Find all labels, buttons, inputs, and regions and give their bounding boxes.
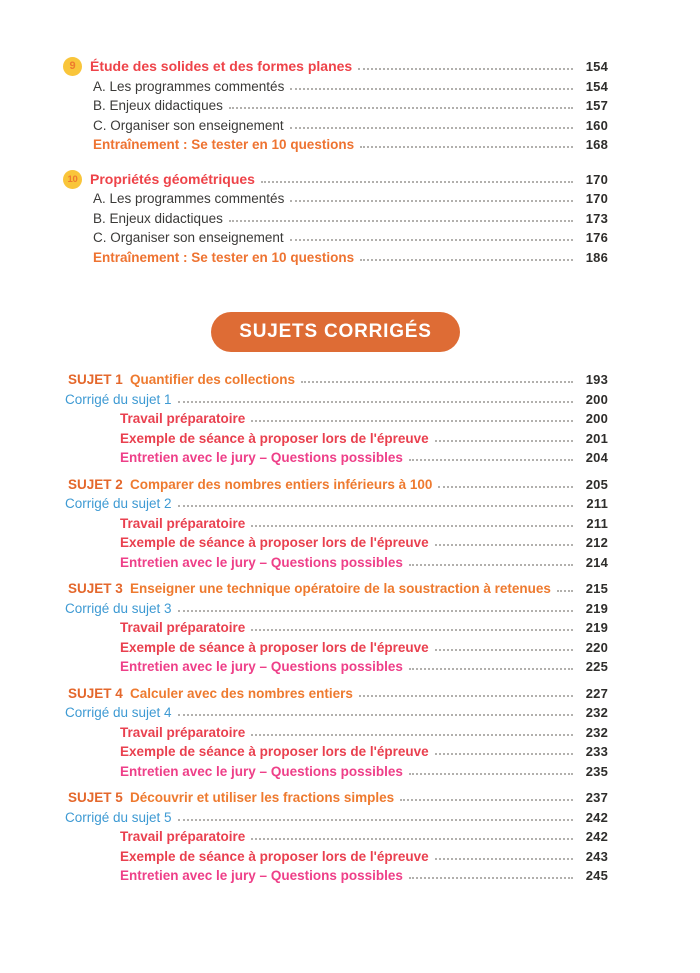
corrige-label: Corrigé du sujet 1 [65, 391, 172, 407]
page-number: 215 [585, 581, 608, 596]
detail-label: Exemple de séance à proposer lors de l'épreuve [120, 639, 429, 655]
dot-leader [251, 734, 573, 736]
subitem-label: B. Enjeux didactiques [93, 98, 223, 113]
toc-row-corrige [63, 808, 608, 828]
toc-row-detail [63, 533, 608, 553]
sujet-label: SUJET 2 [68, 476, 123, 492]
page-number: 204 [585, 450, 608, 465]
detail-label: Exemple de séance à proposer lors de l'épreuve [120, 535, 429, 550]
toc-row-corrige [63, 390, 608, 410]
toc-row-detail [63, 409, 608, 429]
corrige-label: Corrigé du sujet 2 [65, 496, 172, 511]
banner-container [63, 312, 608, 352]
dot-leader [358, 68, 573, 70]
dot-leader [251, 420, 573, 422]
training-label: Entraînement : Se tester en 10 questions [93, 137, 355, 152]
dot-leader [290, 88, 573, 90]
page-number: 232 [585, 705, 608, 720]
sujets-corriges-banner: SUJETS CORRIGÉS [211, 312, 460, 352]
dot-leader [251, 838, 573, 840]
subitem-label: A. Les programmes commentés [93, 191, 285, 206]
detail-label: Entretien avec le jury – Questions possibles [120, 868, 403, 883]
sujet-block-3 [63, 579, 608, 677]
page-number: 214 [585, 554, 608, 570]
page-number: 235 [585, 763, 608, 779]
toc-row-detail [63, 827, 608, 847]
subitem-label: C. Organiser son enseignement [93, 230, 284, 245]
page-number: 220 [585, 639, 608, 655]
dot-leader [435, 753, 573, 755]
toc-row-subitem [63, 189, 608, 209]
sujet-label: SUJET 3 [68, 581, 123, 596]
toc-row-subitem [63, 77, 608, 97]
toc-row-detail [63, 448, 608, 468]
dot-leader [229, 220, 573, 222]
toc-row-detail [63, 762, 608, 782]
page-number: 233 [585, 744, 608, 759]
toc-row-detail [63, 657, 608, 677]
dot-leader [435, 649, 573, 651]
toc-row-detail [63, 742, 608, 762]
chapter-number-badge: 9 [63, 57, 82, 76]
toc-row-training [63, 248, 608, 268]
corrige-label: Corrigé du sujet 4 [65, 705, 172, 720]
dot-leader [435, 544, 573, 546]
dot-leader [360, 146, 573, 148]
dot-leader [290, 127, 573, 129]
page-number: 232 [585, 724, 608, 740]
page-number: 243 [585, 848, 608, 864]
toc-row-corrige [63, 703, 608, 723]
dot-leader [290, 239, 573, 241]
page-number: 245 [585, 868, 608, 883]
dot-leader [229, 107, 573, 109]
toc-row-subitem [63, 96, 608, 116]
detail-label: Travail préparatoire [120, 411, 246, 426]
sujet-title: Découvrir et utiliser les fractions simples [130, 790, 395, 805]
dot-leader [438, 486, 573, 488]
chapter-number-badge: 10 [63, 170, 82, 189]
chapter-title: Propriétés géométriques [90, 170, 255, 187]
chapter-block-10 [63, 170, 608, 268]
dot-leader [435, 440, 573, 442]
sujet-block-1 [63, 370, 608, 468]
toc-row-detail [63, 847, 608, 867]
page-number: 154 [585, 78, 608, 94]
subitem-label: A. Les programmes commentés [93, 78, 285, 94]
corrige-label: Corrigé du sujet 5 [65, 809, 172, 825]
corrige-label: Corrigé du sujet 3 [65, 600, 172, 616]
chapter-title: Étude des solides et des formes planes [90, 58, 353, 74]
toc-row-sujet [63, 475, 608, 495]
detail-label: Travail préparatoire [120, 515, 246, 531]
detail-label: Exemple de séance à proposer lors de l'épreuve [120, 848, 429, 864]
subitem-label: C. Organiser son enseignement [93, 117, 284, 133]
dot-leader [557, 590, 573, 592]
detail-label: Exemple de séance à proposer lors de l'épreuve [120, 430, 429, 446]
dot-leader [409, 773, 573, 775]
page-number: 170 [585, 191, 608, 206]
dot-leader [251, 525, 573, 527]
page-number: 211 [586, 515, 608, 531]
dot-leader [178, 610, 573, 612]
toc-row-detail [63, 866, 608, 886]
toc-row-detail [63, 553, 608, 573]
page-number: 227 [585, 685, 608, 701]
dot-leader [435, 858, 573, 860]
toc-row-subitem [63, 116, 608, 136]
page-number: 170 [585, 171, 608, 187]
detail-label: Entretien avec le jury – Questions possibles [120, 554, 403, 570]
page-number: 242 [585, 829, 608, 844]
dot-leader [409, 668, 573, 670]
dot-leader [178, 401, 573, 403]
toc-row-chapter [63, 57, 608, 77]
toc-row-sujet [63, 579, 608, 599]
sujet-block-2 [63, 475, 608, 573]
dot-leader [301, 381, 573, 383]
page-number: 157 [585, 98, 608, 113]
toc-row-sujet [63, 684, 608, 704]
toc-content [63, 57, 608, 886]
sujet-label: SUJET 5 [68, 790, 123, 805]
page-number: 237 [585, 790, 608, 805]
sujet-label: SUJET 4 [68, 685, 123, 701]
toc-row-subitem [63, 228, 608, 248]
page-number: 225 [585, 659, 608, 674]
page-number: 168 [585, 137, 608, 152]
dot-leader [251, 629, 573, 631]
page-number: 205 [585, 476, 608, 492]
toc-row-detail [63, 638, 608, 658]
dot-leader [178, 714, 573, 716]
page-number: 219 [585, 620, 608, 635]
detail-label: Entretien avec le jury – Questions possibles [120, 450, 403, 465]
toc-row-detail [63, 429, 608, 449]
page-number: 176 [585, 230, 608, 245]
toc-row-detail [63, 723, 608, 743]
sujet-title: Comparer des nombres entiers inférieurs à 100 [130, 476, 433, 492]
page-number: 212 [585, 535, 608, 550]
page-number: 173 [585, 210, 608, 226]
dot-leader [261, 181, 573, 183]
dot-leader [409, 459, 573, 461]
subitem-label: B. Enjeux didactiques [93, 210, 223, 226]
toc-row-sujet [63, 370, 608, 390]
sujet-block-5 [63, 788, 608, 886]
sujet-title: Quantifier des collections [130, 372, 296, 387]
page-number: 200 [585, 411, 608, 426]
toc-row-detail [63, 618, 608, 638]
detail-label: Entretien avec le jury – Questions possibles [120, 659, 403, 674]
toc-row-chapter [63, 170, 608, 190]
detail-label: Exemple de séance à proposer lors de l'épreuve [120, 744, 429, 759]
toc-row-corrige [63, 599, 608, 619]
page-number: 154 [585, 59, 608, 74]
page-number: 219 [585, 600, 608, 616]
detail-label: Entretien avec le jury – Questions possibles [120, 763, 403, 779]
dot-leader [400, 799, 573, 801]
toc-row-training [63, 135, 608, 155]
dot-leader [178, 819, 573, 821]
page-number: 193 [585, 372, 608, 387]
sujet-block-4 [63, 684, 608, 782]
dot-leader [290, 200, 573, 202]
toc-row-subitem [63, 209, 608, 229]
detail-label: Travail préparatoire [120, 829, 246, 844]
page-number: 242 [585, 809, 608, 825]
dot-leader [178, 505, 573, 507]
detail-label: Travail préparatoire [120, 620, 246, 635]
page-number: 186 [585, 249, 608, 265]
toc-row-detail [63, 514, 608, 534]
sujet-label: SUJET 1 [68, 372, 123, 387]
page-number: 211 [586, 496, 608, 511]
dot-leader [360, 259, 573, 261]
sujet-title: Enseigner une technique opératoire de la soustraction à retenues [130, 581, 551, 596]
dot-leader [409, 877, 573, 879]
page-number: 200 [585, 391, 608, 407]
chapter-block-9 [63, 57, 608, 155]
toc-row-sujet [63, 788, 608, 808]
training-label: Entraînement : Se tester en 10 questions [93, 249, 355, 265]
page-number: 201 [585, 430, 608, 446]
dot-leader [359, 695, 573, 697]
sujet-title: Calculer avec des nombres entiers [130, 685, 353, 701]
page-number: 160 [585, 117, 608, 133]
dot-leader [409, 564, 573, 566]
detail-label: Travail préparatoire [120, 724, 246, 740]
toc-row-corrige [63, 494, 608, 514]
